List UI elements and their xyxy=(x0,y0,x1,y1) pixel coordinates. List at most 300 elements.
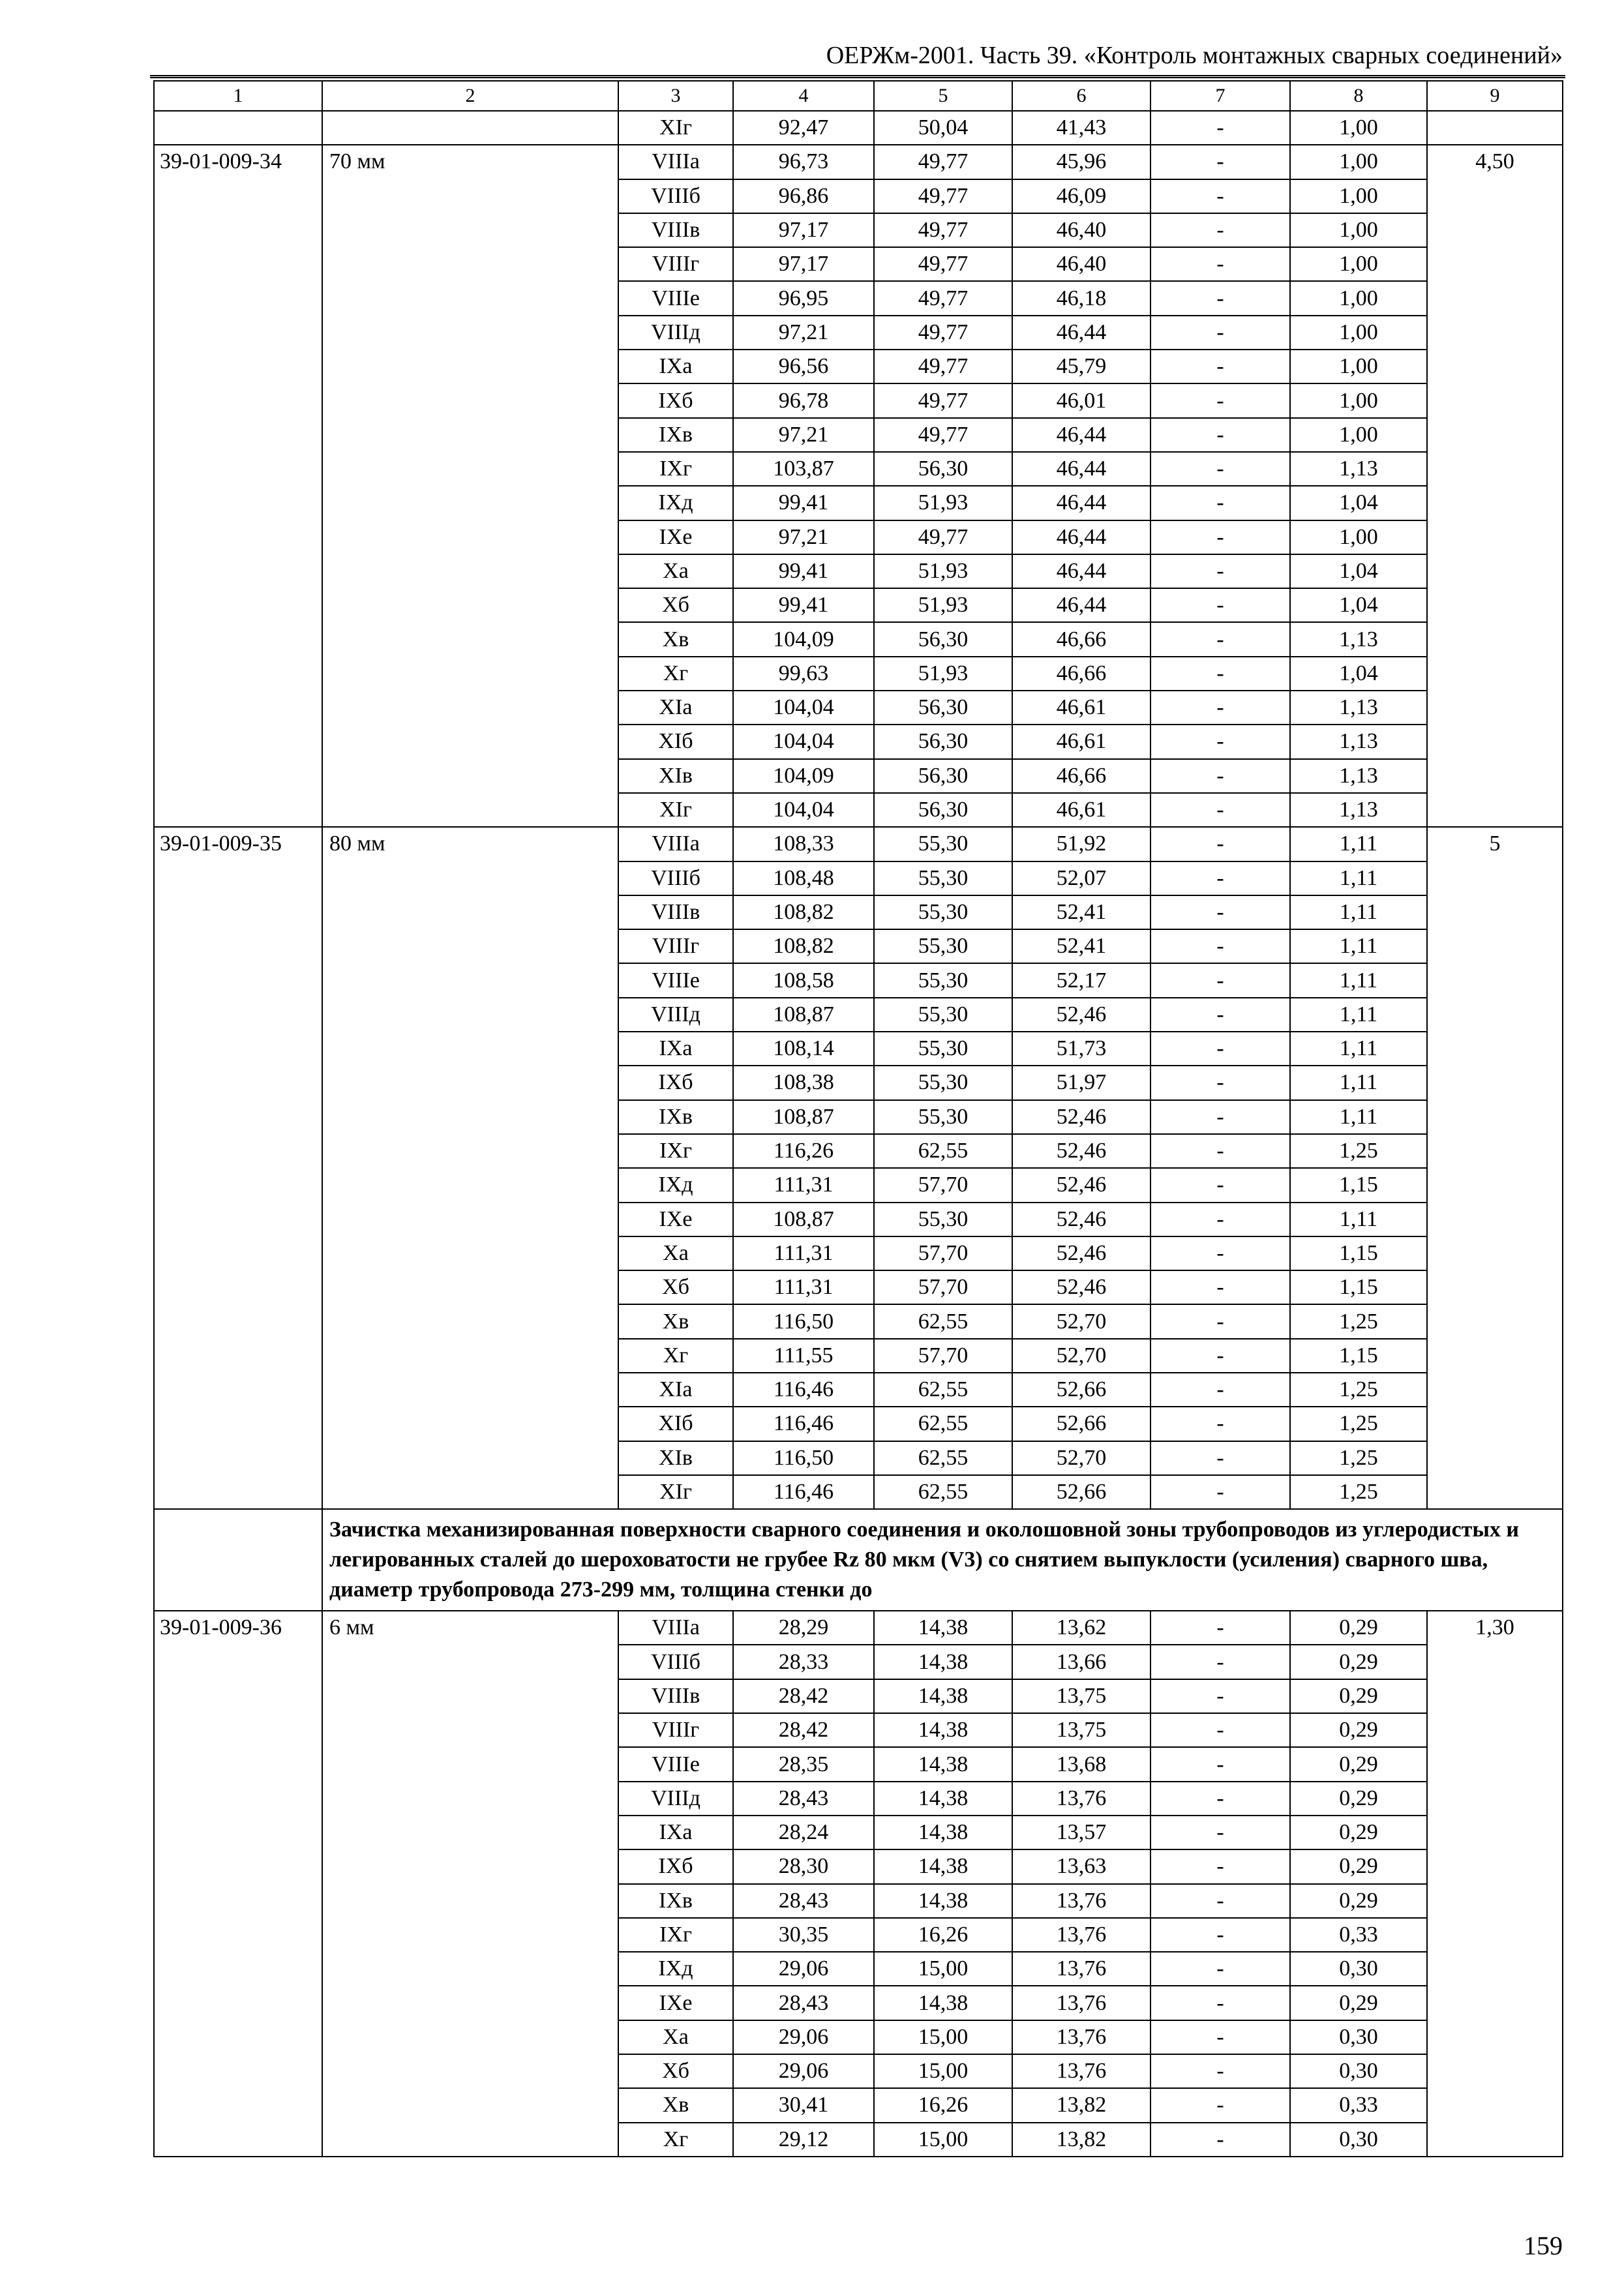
value-cell: 46,01 xyxy=(1012,383,1150,417)
value-cell: 116,46 xyxy=(733,1373,874,1407)
category-cell: VIIIд xyxy=(618,998,733,1032)
value-cell: 0,30 xyxy=(1290,2020,1427,2054)
category-cell: VIIIг xyxy=(618,247,733,281)
value-cell: 1,00 xyxy=(1290,316,1427,350)
value-cell: 46,44 xyxy=(1012,520,1150,554)
value-cell: - xyxy=(1150,1849,1290,1883)
category-cell: XIв xyxy=(618,1441,733,1475)
value-cell: 45,79 xyxy=(1012,350,1150,383)
value-cell: 14,38 xyxy=(874,1782,1012,1816)
table-row xyxy=(154,1611,1563,1645)
value-cell: 92,47 xyxy=(733,111,874,145)
value-cell: 55,30 xyxy=(874,827,1012,861)
value-cell: 108,87 xyxy=(733,998,874,1032)
value-cell: 116,26 xyxy=(733,1134,874,1168)
value-cell: 46,66 xyxy=(1012,759,1150,793)
norm-cell: 4,50 xyxy=(1427,145,1563,827)
category-cell: Xв xyxy=(618,622,733,656)
value-cell: 96,78 xyxy=(733,383,874,417)
value-cell: 52,07 xyxy=(1012,861,1150,895)
value-cell: 116,50 xyxy=(733,1441,874,1475)
value-cell: 13,57 xyxy=(1012,1816,1150,1849)
value-cell: - xyxy=(1150,895,1290,929)
value-cell: 96,86 xyxy=(733,179,874,213)
category-cell: VIIIе xyxy=(618,963,733,997)
value-cell: - xyxy=(1150,1339,1290,1373)
value-cell: 51,93 xyxy=(874,486,1012,520)
value-cell: 1,13 xyxy=(1290,691,1427,725)
value-cell: 56,30 xyxy=(874,452,1012,486)
value-cell: - xyxy=(1150,1134,1290,1168)
value-cell: 52,70 xyxy=(1012,1339,1150,1373)
category-cell: VIIIа xyxy=(618,145,733,179)
value-cell: 0,29 xyxy=(1290,1884,1427,1918)
value-cell: 1,25 xyxy=(1290,1407,1427,1441)
value-cell: 1,11 xyxy=(1290,963,1427,997)
value-cell: 96,73 xyxy=(733,145,874,179)
value-cell: 55,30 xyxy=(874,998,1012,1032)
value-cell: - xyxy=(1150,2054,1290,2088)
value-cell: 0,29 xyxy=(1290,1679,1427,1713)
value-cell: 57,70 xyxy=(874,1270,1012,1304)
value-cell: 15,00 xyxy=(874,2054,1012,2088)
value-cell: - xyxy=(1150,998,1290,1032)
value-cell: 41,43 xyxy=(1012,111,1150,145)
category-cell: IXе xyxy=(618,520,733,554)
value-cell: - xyxy=(1150,1679,1290,1713)
value-cell: 28,43 xyxy=(733,1884,874,1918)
value-cell: 45,96 xyxy=(1012,145,1150,179)
value-cell: 108,82 xyxy=(733,929,874,963)
value-cell: 55,30 xyxy=(874,1100,1012,1134)
value-cell: 1,13 xyxy=(1290,622,1427,656)
value-cell: 50,04 xyxy=(874,111,1012,145)
value-cell: - xyxy=(1150,861,1290,895)
value-cell: 111,31 xyxy=(733,1168,874,1202)
value-cell: 52,70 xyxy=(1012,1304,1150,1338)
value-cell: - xyxy=(1150,1270,1290,1304)
value-cell: - xyxy=(1150,418,1290,452)
category-cell: IXд xyxy=(618,486,733,520)
value-cell: 46,61 xyxy=(1012,725,1150,758)
value-cell: 14,38 xyxy=(874,1611,1012,1645)
value-cell: 99,41 xyxy=(733,486,874,520)
category-cell: IXв xyxy=(618,1100,733,1134)
value-cell: 52,46 xyxy=(1012,1203,1150,1236)
category-cell: IXе xyxy=(618,1986,733,2020)
value-cell: 1,13 xyxy=(1290,725,1427,758)
value-cell: 46,44 xyxy=(1012,486,1150,520)
value-cell: 0,29 xyxy=(1290,1713,1427,1747)
column-number: 5 xyxy=(874,81,1012,111)
category-cell: VIIIб xyxy=(618,861,733,895)
value-cell: 0,29 xyxy=(1290,1816,1427,1849)
value-cell: 28,29 xyxy=(733,1611,874,1645)
category-cell: IXа xyxy=(618,350,733,383)
category-cell: XIа xyxy=(618,691,733,725)
value-cell: 108,87 xyxy=(733,1203,874,1236)
value-cell: 46,40 xyxy=(1012,213,1150,247)
value-cell: 0,30 xyxy=(1290,2054,1427,2088)
column-number-row xyxy=(154,81,1563,111)
page-number: 159 xyxy=(1524,2231,1563,2260)
value-cell: 0,29 xyxy=(1290,1611,1427,1645)
category-cell: IXв xyxy=(618,418,733,452)
value-cell: 0,29 xyxy=(1290,1849,1427,1883)
value-cell: - xyxy=(1150,383,1290,417)
value-cell: - xyxy=(1150,1782,1290,1816)
value-cell: 1,11 xyxy=(1290,1203,1427,1236)
value-cell: 55,30 xyxy=(874,929,1012,963)
code-cell: 39-01-009-34 xyxy=(154,145,322,827)
category-cell: VIIIе xyxy=(618,1747,733,1781)
value-cell: 49,77 xyxy=(874,213,1012,247)
category-cell: Xг xyxy=(618,657,733,691)
value-cell: 1,04 xyxy=(1290,657,1427,691)
value-cell: 103,87 xyxy=(733,452,874,486)
value-cell: 46,66 xyxy=(1012,622,1150,656)
table-row xyxy=(154,145,1563,179)
value-cell: 51,93 xyxy=(874,657,1012,691)
value-cell: 1,11 xyxy=(1290,827,1427,861)
value-cell: 16,26 xyxy=(874,2088,1012,2122)
value-cell: 13,63 xyxy=(1012,1849,1150,1883)
value-cell: 14,38 xyxy=(874,1713,1012,1747)
value-cell: 1,11 xyxy=(1290,895,1427,929)
value-cell: - xyxy=(1150,963,1290,997)
value-cell: - xyxy=(1150,486,1290,520)
value-cell: 108,87 xyxy=(733,1100,874,1134)
value-cell: 46,61 xyxy=(1012,793,1150,827)
value-cell: 56,30 xyxy=(874,759,1012,793)
value-cell: - xyxy=(1150,1203,1290,1236)
value-cell: 14,38 xyxy=(874,1816,1012,1849)
value-cell: 51,97 xyxy=(1012,1066,1150,1100)
value-cell: 0,30 xyxy=(1290,2123,1427,2157)
value-cell: 51,73 xyxy=(1012,1032,1150,1066)
value-cell: 28,35 xyxy=(733,1747,874,1781)
value-cell: - xyxy=(1150,759,1290,793)
value-cell: 97,21 xyxy=(733,316,874,350)
value-cell: 1,11 xyxy=(1290,861,1427,895)
value-cell: 108,33 xyxy=(733,827,874,861)
column-number: 9 xyxy=(1427,81,1563,111)
value-cell: 116,46 xyxy=(733,1475,874,1509)
value-cell: 1,11 xyxy=(1290,1032,1427,1066)
value-cell: - xyxy=(1150,2088,1290,2122)
value-cell: 108,14 xyxy=(733,1032,874,1066)
value-cell: 62,55 xyxy=(874,1407,1012,1441)
value-cell: 55,30 xyxy=(874,895,1012,929)
value-cell: 111,31 xyxy=(733,1236,874,1270)
column-number: 7 xyxy=(1150,81,1290,111)
norm-cell xyxy=(1427,111,1563,145)
value-cell: 46,18 xyxy=(1012,281,1150,315)
category-cell: Xб xyxy=(618,1270,733,1304)
value-cell: 108,58 xyxy=(733,963,874,997)
value-cell: - xyxy=(1150,1816,1290,1849)
empty-cell xyxy=(154,1509,322,1611)
value-cell: 56,30 xyxy=(874,793,1012,827)
column-number: 2 xyxy=(322,81,618,111)
value-cell: 0,33 xyxy=(1290,1918,1427,1952)
value-cell: - xyxy=(1150,1611,1290,1645)
value-cell: 14,38 xyxy=(874,1747,1012,1781)
value-cell: 14,38 xyxy=(874,1849,1012,1883)
category-cell: Xа xyxy=(618,1236,733,1270)
category-cell: XIв xyxy=(618,759,733,793)
rates-table xyxy=(153,80,1563,2157)
table-row xyxy=(154,111,1563,145)
value-cell: 1,04 xyxy=(1290,588,1427,622)
value-cell: 104,04 xyxy=(733,725,874,758)
value-cell: 56,30 xyxy=(874,622,1012,656)
value-cell: 46,44 xyxy=(1012,452,1150,486)
value-cell: - xyxy=(1150,2020,1290,2054)
value-cell: 14,38 xyxy=(874,1884,1012,1918)
value-cell: 108,82 xyxy=(733,895,874,929)
value-cell: - xyxy=(1150,588,1290,622)
value-cell: 46,44 xyxy=(1012,418,1150,452)
size-cell xyxy=(322,111,618,145)
value-cell: 49,77 xyxy=(874,281,1012,315)
category-cell: IXб xyxy=(618,1066,733,1100)
value-cell: 14,38 xyxy=(874,1679,1012,1713)
value-cell: 1,04 xyxy=(1290,554,1427,588)
category-cell: VIIIг xyxy=(618,1713,733,1747)
value-cell: 1,00 xyxy=(1290,281,1427,315)
category-cell: Xв xyxy=(618,1304,733,1338)
value-cell: 49,77 xyxy=(874,247,1012,281)
category-cell: IXб xyxy=(618,383,733,417)
value-cell: 0,29 xyxy=(1290,1782,1427,1816)
value-cell: 108,48 xyxy=(733,861,874,895)
value-cell: 46,44 xyxy=(1012,588,1150,622)
value-cell: 13,62 xyxy=(1012,1611,1150,1645)
value-cell: - xyxy=(1150,145,1290,179)
value-cell: 116,50 xyxy=(733,1304,874,1338)
value-cell: 49,77 xyxy=(874,179,1012,213)
value-cell: 52,41 xyxy=(1012,895,1150,929)
value-cell: 104,09 xyxy=(733,759,874,793)
value-cell: 99,41 xyxy=(733,554,874,588)
category-cell: VIIIа xyxy=(618,827,733,861)
value-cell: - xyxy=(1150,179,1290,213)
value-cell: 56,30 xyxy=(874,725,1012,758)
category-cell: XIг xyxy=(618,1475,733,1509)
value-cell: 1,11 xyxy=(1290,929,1427,963)
value-cell: 13,66 xyxy=(1012,1645,1150,1679)
category-cell: VIIIб xyxy=(618,179,733,213)
value-cell: 52,70 xyxy=(1012,1441,1150,1475)
value-cell: 1,13 xyxy=(1290,452,1427,486)
value-cell: - xyxy=(1150,1373,1290,1407)
value-cell: 1,15 xyxy=(1290,1168,1427,1202)
value-cell: 55,30 xyxy=(874,963,1012,997)
value-cell: - xyxy=(1150,247,1290,281)
value-cell: - xyxy=(1150,1100,1290,1134)
value-cell: 52,66 xyxy=(1012,1373,1150,1407)
value-cell: 51,92 xyxy=(1012,827,1150,861)
category-cell: IXд xyxy=(618,1168,733,1202)
value-cell: - xyxy=(1150,316,1290,350)
value-cell: 0,29 xyxy=(1290,1986,1427,2020)
value-cell: 1,00 xyxy=(1290,247,1427,281)
value-cell: 29,06 xyxy=(733,2020,874,2054)
value-cell: 0,29 xyxy=(1290,1645,1427,1679)
value-cell: 28,42 xyxy=(733,1713,874,1747)
value-cell: - xyxy=(1150,725,1290,758)
value-cell: 1,13 xyxy=(1290,793,1427,827)
section-description: Зачистка механизированная поверхности сварного соединения и околошовной зоны трубопроводов из углеродистых и легированных сталей до шероховатости не грубее Rz 80 мкм (V3) со снятием выпуклости (усиления) сварного шва, диаметр трубопровода 273-299 мм, толщина стенки до xyxy=(322,1509,1563,1611)
value-cell: 28,43 xyxy=(733,1986,874,2020)
value-cell: 28,43 xyxy=(733,1782,874,1816)
value-cell: 62,55 xyxy=(874,1304,1012,1338)
value-cell: 49,77 xyxy=(874,383,1012,417)
value-cell: - xyxy=(1150,350,1290,383)
value-cell: - xyxy=(1150,1304,1290,1338)
value-cell: 13,82 xyxy=(1012,2088,1150,2122)
category-cell: XIа xyxy=(618,1373,733,1407)
value-cell: 13,76 xyxy=(1012,2020,1150,2054)
value-cell: 1,25 xyxy=(1290,1304,1427,1338)
value-cell: 1,04 xyxy=(1290,486,1427,520)
category-cell: IXг xyxy=(618,1918,733,1952)
value-cell: - xyxy=(1150,1475,1290,1509)
category-cell: IXв xyxy=(618,1884,733,1918)
column-number: 6 xyxy=(1012,81,1150,111)
value-cell: - xyxy=(1150,691,1290,725)
value-cell: 56,30 xyxy=(874,691,1012,725)
category-cell: VIIIе xyxy=(618,281,733,315)
column-number: 4 xyxy=(733,81,874,111)
value-cell: 13,75 xyxy=(1012,1679,1150,1713)
value-cell: 55,30 xyxy=(874,861,1012,895)
value-cell: 0,30 xyxy=(1290,1952,1427,1986)
value-cell: 96,56 xyxy=(733,350,874,383)
category-cell: VIIIд xyxy=(618,1782,733,1816)
value-cell: 51,93 xyxy=(874,554,1012,588)
value-cell: - xyxy=(1150,622,1290,656)
value-cell: 104,04 xyxy=(733,691,874,725)
category-cell: VIIIв xyxy=(618,1679,733,1713)
value-cell: 111,55 xyxy=(733,1339,874,1373)
value-cell: 52,17 xyxy=(1012,963,1150,997)
value-cell: - xyxy=(1150,1066,1290,1100)
value-cell: - xyxy=(1150,1884,1290,1918)
value-cell: - xyxy=(1150,1032,1290,1066)
value-cell: 49,77 xyxy=(874,520,1012,554)
value-cell: 52,66 xyxy=(1012,1407,1150,1441)
value-cell: 52,41 xyxy=(1012,929,1150,963)
category-cell: Xг xyxy=(618,1339,733,1373)
value-cell: - xyxy=(1150,1918,1290,1952)
page-header: ОЕРЖм-2001. Часть 39. «Контроль монтажных сварных соединений» xyxy=(826,42,1563,69)
value-cell: - xyxy=(1150,1441,1290,1475)
value-cell: 13,76 xyxy=(1012,1782,1150,1816)
value-cell: - xyxy=(1150,281,1290,315)
value-cell: 52,46 xyxy=(1012,1270,1150,1304)
category-cell: IXг xyxy=(618,452,733,486)
value-cell: 15,00 xyxy=(874,1952,1012,1986)
value-cell: 1,25 xyxy=(1290,1441,1427,1475)
category-cell: XIб xyxy=(618,1407,733,1441)
norm-cell: 5 xyxy=(1427,827,1563,1509)
value-cell: 49,77 xyxy=(874,316,1012,350)
value-cell: 1,00 xyxy=(1290,111,1427,145)
value-cell: - xyxy=(1150,1407,1290,1441)
value-cell: 16,26 xyxy=(874,1918,1012,1952)
value-cell: 1,00 xyxy=(1290,213,1427,247)
value-cell: 29,06 xyxy=(733,1952,874,1986)
value-cell: 55,30 xyxy=(874,1066,1012,1100)
column-number: 3 xyxy=(618,81,733,111)
value-cell: 1,15 xyxy=(1290,1270,1427,1304)
code-cell xyxy=(154,111,322,145)
size-cell: 70 мм xyxy=(322,145,618,827)
value-cell: 14,38 xyxy=(874,1986,1012,2020)
value-cell: 57,70 xyxy=(874,1168,1012,1202)
category-cell: VIIIг xyxy=(618,929,733,963)
header-rule xyxy=(150,75,1565,78)
category-cell: VIIIв xyxy=(618,213,733,247)
category-cell: Xг xyxy=(618,2123,733,2157)
value-cell: 1,00 xyxy=(1290,145,1427,179)
category-cell: IXа xyxy=(618,1816,733,1849)
value-cell: 46,44 xyxy=(1012,554,1150,588)
value-cell: - xyxy=(1150,1236,1290,1270)
category-cell: Xа xyxy=(618,554,733,588)
value-cell: - xyxy=(1150,1713,1290,1747)
value-cell: 28,30 xyxy=(733,1849,874,1883)
value-cell: - xyxy=(1150,1168,1290,1202)
value-cell: 99,63 xyxy=(733,657,874,691)
value-cell: 13,76 xyxy=(1012,1918,1150,1952)
value-cell: 46,44 xyxy=(1012,316,1150,350)
value-cell: - xyxy=(1150,554,1290,588)
value-cell: - xyxy=(1150,2123,1290,2157)
value-cell: 1,00 xyxy=(1290,179,1427,213)
value-cell: 1,15 xyxy=(1290,1236,1427,1270)
value-cell: 28,24 xyxy=(733,1816,874,1849)
value-cell: - xyxy=(1150,1986,1290,2020)
value-cell: 1,25 xyxy=(1290,1373,1427,1407)
value-cell: 49,77 xyxy=(874,418,1012,452)
value-cell: 52,66 xyxy=(1012,1475,1150,1509)
value-cell: 46,66 xyxy=(1012,657,1150,691)
category-cell: IXд xyxy=(618,1952,733,1986)
value-cell: - xyxy=(1150,452,1290,486)
category-cell: VIIIа xyxy=(618,1611,733,1645)
norm-cell: 1,30 xyxy=(1427,1611,1563,2157)
value-cell: 46,40 xyxy=(1012,247,1150,281)
value-cell: - xyxy=(1150,657,1290,691)
value-cell: 108,38 xyxy=(733,1066,874,1100)
value-cell: 57,70 xyxy=(874,1339,1012,1373)
value-cell: 97,21 xyxy=(733,418,874,452)
size-cell: 80 мм xyxy=(322,827,618,1509)
size-cell: 6 мм xyxy=(322,1611,618,2157)
value-cell: 51,93 xyxy=(874,588,1012,622)
value-cell: 104,04 xyxy=(733,793,874,827)
value-cell: - xyxy=(1150,520,1290,554)
value-cell: 13,76 xyxy=(1012,2054,1150,2088)
category-cell: IXб xyxy=(618,1849,733,1883)
category-cell: VIIIд xyxy=(618,316,733,350)
value-cell: 0,33 xyxy=(1290,2088,1427,2122)
value-cell: - xyxy=(1150,1952,1290,1986)
value-cell: XIг xyxy=(618,111,733,145)
